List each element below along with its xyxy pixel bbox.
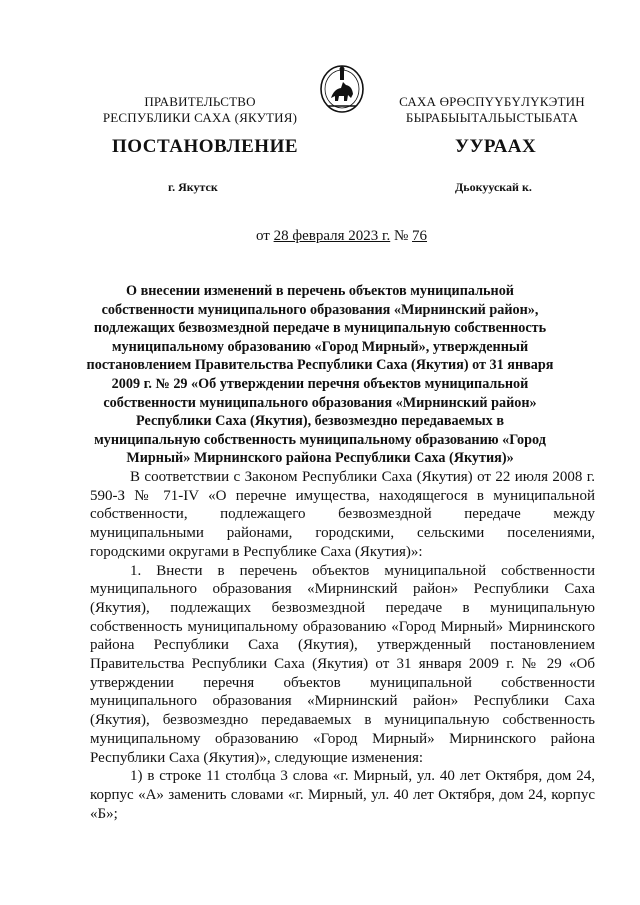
paragraph-subitem-1: 1) в строке 11 столбца 3 слова «г. Мирный, ул. 40 лет Октября, дом 24, корпус «А» заменить словами «г. Мирный, ул. 40 лет Октября, дом 24, корпус «Б»; bbox=[90, 768, 595, 822]
dateline-date: 28 февраля 2023 г. bbox=[273, 228, 391, 244]
paragraph-item-1: 1. Внести в перечень объектов муниципальной собственности муниципального образования «Мирнинский район» Республики Саха (Якутия), подлежащих безвозмездной передаче в муниципальную собственность муниципальному образованию «Город Мирный» Мирнинского района Республики Саха (Якутия), утвержденный постановлением Правительства Республики Саха (Якутия) от 31 января 2009 г. № 29 «Об утверждении перечня объектов муниципальной собственности муниципального образования «Мирнинский район» Республики Саха (Якутия), безвозмездно передаваемых в муниципальную собственность муниципальному образованию «Город Мирный» Мирнинского района Республики Саха (Якутия)», следующие изменения: bbox=[90, 562, 595, 766]
dateline-number: 76 bbox=[412, 228, 428, 244]
paragraph-preamble: В соответствии с Законом Республики Саха (Якутия) от 22 июля 2008 г. 590-З № 71-IV «О перечне имущества, находящегося в муниципальной собственности, подлежащего безвозмездной передаче между муниципальными районами, городскими, сельскими поселениями, городскими округами в Республике Саха (Якутия)»: bbox=[90, 469, 595, 560]
city-right: Дьокуускай к. bbox=[455, 180, 532, 194]
document-body bbox=[90, 468, 595, 823]
header-right bbox=[382, 94, 602, 126]
city-left: г. Якутск bbox=[168, 180, 218, 194]
coat-of-arms-icon bbox=[318, 62, 366, 114]
header-right-line1: САХА ӨРӨСПҮҮБҮЛҮКЭТИН bbox=[399, 94, 585, 109]
dateline-number-sign: № bbox=[393, 228, 409, 244]
doc-type-right: УУРААХ bbox=[455, 136, 537, 157]
doc-type-left: ПОСТАНОВЛЕНИЕ bbox=[112, 136, 299, 157]
header-left bbox=[100, 94, 300, 126]
header-left-line1: ПРАВИТЕЛЬСТВО bbox=[144, 94, 256, 109]
dateline-prefix: от bbox=[256, 228, 270, 244]
header-left-line2: РЕСПУБЛИКИ САХА (ЯКУТИЯ) bbox=[102, 110, 298, 125]
header-right-line2: БЫРАБЫЫТАЛЬЫСТЫБАТА bbox=[405, 110, 579, 125]
dateline bbox=[256, 228, 427, 245]
document-title: О внесении изменений в перечень объектов муниципальной собственности муниципального образования «Мирнинский район», подлежащих безвозмездной передаче в муниципальную собственность муниципальному образованию «Город Мирный», утвержденный постановлением Правительства Республики Саха (Якутия) от 31 января 2009 г. № 29 «Об утверждении перечня объектов муниципальной собственности муниципального образования «Мирнинский район» Республики Саха (Якутия), безвозмездно передаваемых в муниципальную собственность муниципальному образованию «Город Мирный» Мирнинского района Республики Саха (Якутия)» bbox=[86, 283, 554, 467]
